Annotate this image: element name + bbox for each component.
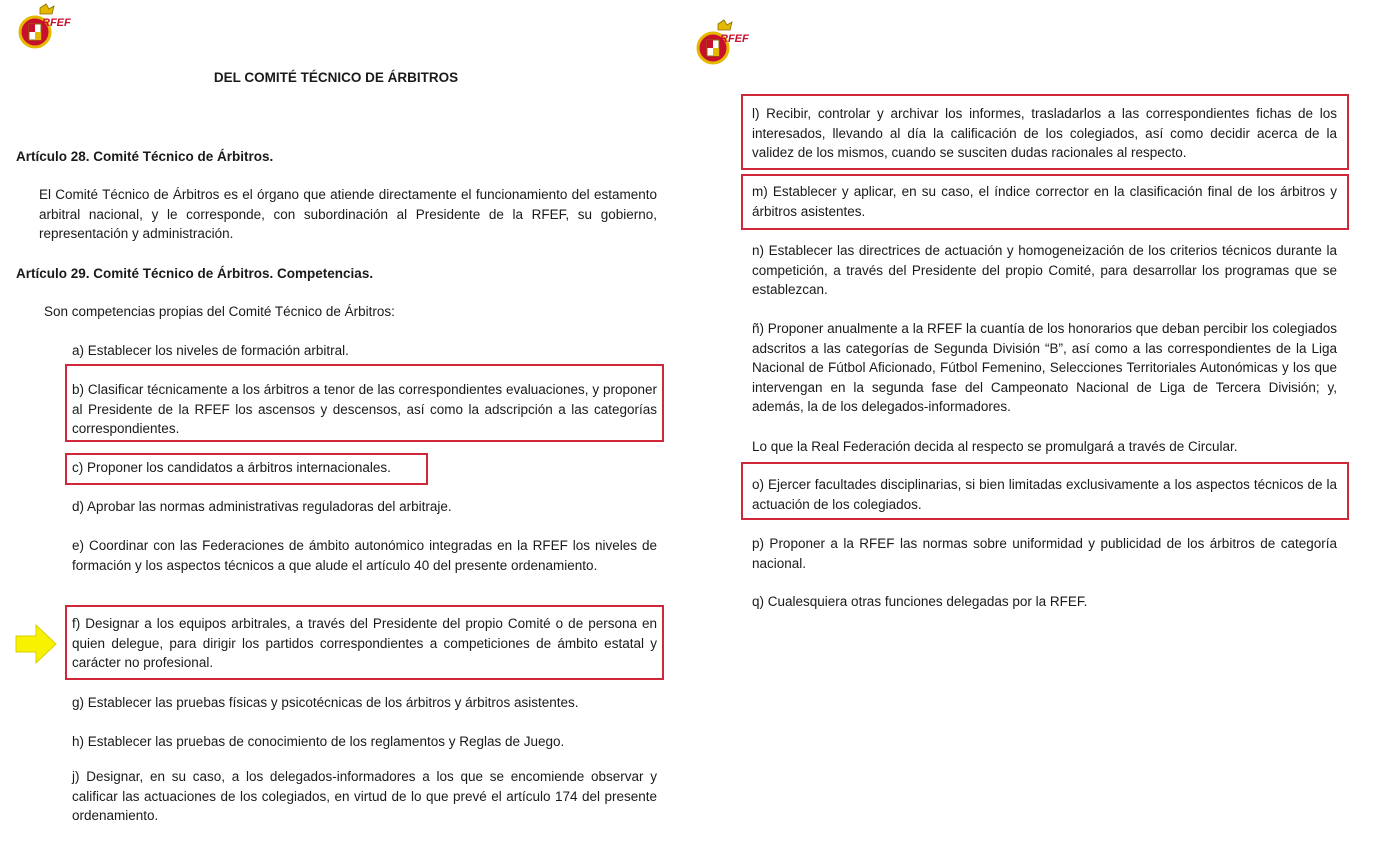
- page-title: DEL COMITÉ TÉCNICO DE ÁRBITROS: [213, 70, 459, 85]
- highlight-box-item-c: [65, 453, 428, 485]
- article-28-heading: Artículo 28. Comité Técnico de Árbitros.: [16, 149, 274, 164]
- article-29-intro: Son competencias propias del Comité Técnico de Árbitros:: [44, 304, 395, 319]
- item-c: c) Proponer los candidatos a árbitros internacionales.: [72, 460, 391, 475]
- rfef-logo: [690, 18, 749, 70]
- rfef-logo-lettering: RFEF: [720, 33, 749, 45]
- highlight-box-item-b: [65, 364, 664, 442]
- item-m: m) Establecer y aplicar, en su caso, el índice corrector en la clasificación final de los árbitros y árbitros asistentes.: [752, 184, 1337, 219]
- item-o: o) Ejercer facultades disciplinarias, si bien limitadas exclusivamente a los aspectos técnicos de la actuación de los colegiados.: [752, 477, 1337, 512]
- item-b: b) Clasificar técnicamente a los árbitros a tenor de las correspondientes evaluaciones, y proponer al Presidente de la RFEF los ascensos y descensos, así como la adscripción a las categorías correspondientes.: [72, 382, 657, 437]
- item-e: e) Coordinar con las Federaciones de ámbito autonómico integradas en la RFEF los niveles de formación y los aspectos técnicos a que alude el artículo 40 del presente ordenamiento.: [72, 538, 657, 573]
- item-q: q) Cualesquiera otras funciones delegadas por la RFEF.: [752, 594, 1088, 609]
- item-p: p) Proponer a la RFEF las normas sobre uniformidad y publicidad de los árbitros de categoría nacional.: [752, 536, 1337, 571]
- highlight-box-item-o: [741, 462, 1349, 520]
- article-29-heading: Artículo 29. Comité Técnico de Árbitros. Competencias.: [16, 266, 374, 281]
- item-g: g) Establecer las pruebas físicas y psicotécnicas de los árbitros y árbitros asistentes.: [72, 695, 579, 710]
- item-h: h) Establecer las pruebas de conocimiento de los reglamentos y Reglas de Juego.: [72, 734, 565, 749]
- rfef-logo-lettering: RFEF: [42, 17, 71, 29]
- highlight-box-item-l: [741, 94, 1349, 170]
- right-page: [680, 0, 1374, 849]
- item-n: n) Establecer las directrices de actuación y homogeneización de los criterios técnicos durante la competición, a través del Presidente del propio Comité, para desarrollar los programas que se establezcan.: [752, 243, 1337, 298]
- rfef-logo: [12, 2, 71, 54]
- item-l: l) Recibir, controlar y archivar los informes, trasladarlos a las correspondientes fichas de los interesados, llevando al día la calificación de los colegiados, así como decidir acerca de la validez de los mismos, cuando se susciten dudas racionales al respecto.: [752, 106, 1337, 161]
- item-f: f) Designar a los equipos arbitrales, a través del Presidente del propio Comité o de persona en quien delegue, para dirigir los partidos correspondientes a competiciones de ámbito estatal y carácter no profesional.: [72, 616, 657, 671]
- circular-note: Lo que la Real Federación decida al respecto se promulgará a través de Circular.: [752, 439, 1238, 454]
- highlight-box-item-f: [65, 605, 664, 680]
- item-d: d) Aprobar las normas administrativas reguladoras del arbitraje.: [72, 499, 452, 514]
- left-page: [0, 0, 680, 849]
- arrow-right-icon: [14, 622, 58, 666]
- article-28-body: El Comité Técnico de Árbitros es el órgano que atiende directamente el funcionamiento del estamento arbitral nacional, y le corresponde, con subordinación al Presidente de la RFEF, su gobierno, representación y administración.: [39, 187, 657, 242]
- item-a: a) Establecer los niveles de formación arbitral.: [72, 343, 349, 358]
- highlight-box-item-m: [741, 174, 1349, 230]
- item-ntilde: ñ) Proponer anualmente a la RFEF la cuantía de los honorarios que deban percibir los colegiados adscritos a las categorías de Segunda División “B”, así como a las correspondientes de la Liga Nacional de Fútbol Aficionado, Fútbol Femenino, Selecciones Territoriales Autonómicas y los que intervengan en la segunda fase del Campeonato Nacional de Liga de Tercera División; y, además, la de los delegados-informadores.: [752, 321, 1337, 415]
- item-j: j) Designar, en su caso, a los delegados-informadores a los que se encomiende observar y calificar las actuaciones de los colegiados, en virtud de lo que prevé el artículo 174 del presente ordenamiento.: [72, 769, 657, 824]
